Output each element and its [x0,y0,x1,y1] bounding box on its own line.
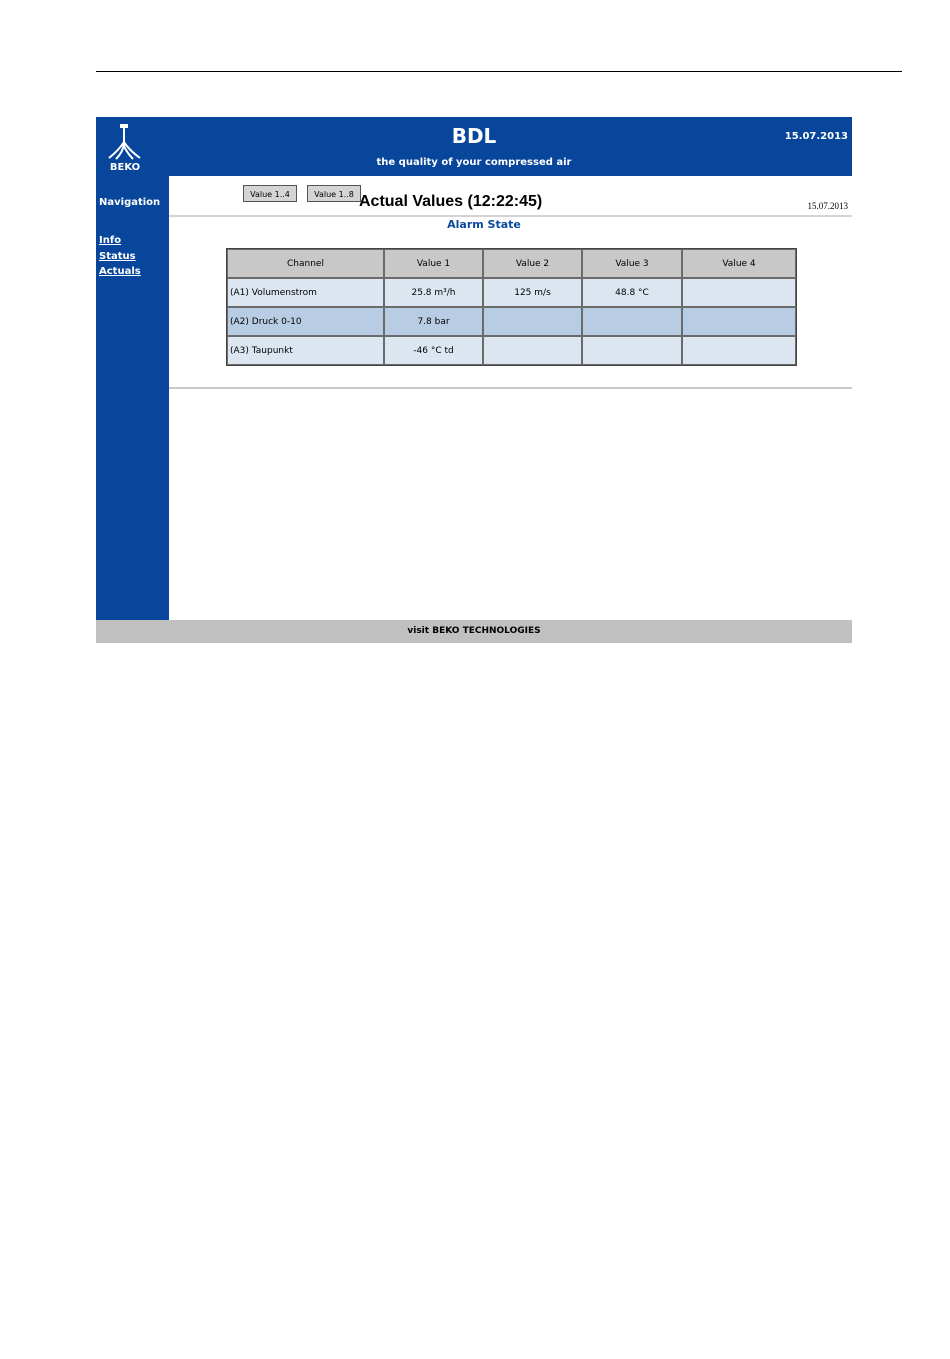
main-content [169,176,852,620]
column-header: Value 4 [682,249,796,278]
column-header: Value 1 [384,249,483,278]
value-cell [582,336,682,365]
value-cell: 48.8 °C [582,278,682,307]
alarm-state-link[interactable]: Alarm State [447,218,521,231]
value-cell: 125 m/s [483,278,582,307]
value-cell: -46 °C td [384,336,483,365]
divider [169,387,852,389]
channel-cell: (A1) Volumenstrom [227,278,384,307]
value-cell [483,336,582,365]
value-cell [582,307,682,336]
footer-link[interactable]: visit BEKO TECHNOLOGIES [96,620,852,643]
value-cell [483,307,582,336]
value-cell: 25.8 m³/h [384,278,483,307]
value-cell [682,336,796,365]
tagline: the quality of your compressed air [376,157,572,168]
value-cell [682,307,796,336]
navigation-title: Navigation [99,197,161,208]
table-row [227,336,796,365]
page-top-rule [96,71,902,72]
nav-link-info[interactable]: Info [99,235,122,246]
web-interface-frame [96,117,852,643]
value-cell [682,278,796,307]
value-1-4-button[interactable]: Value 1..4 [243,185,297,202]
actual-values-table [226,248,797,366]
table-row [227,307,796,336]
table-row [227,278,796,307]
logo-text: BEKO [109,162,141,172]
table-header-row [227,249,796,278]
header-date: 15.07.2013 [784,131,848,142]
value-1-8-button[interactable]: Value 1..8 [307,185,361,202]
channel-cell: (A3) Taupunkt [227,336,384,365]
page-date: 15.07.2013 [807,201,848,211]
divider [169,215,852,217]
channel-cell: (A2) Druck 0-10 [227,307,384,336]
page-title: Actual Values (12:22:45) [359,193,543,210]
sidebar [96,176,169,620]
column-header: Value 2 [483,249,582,278]
app-title: BDL [451,124,497,148]
header-bar [96,117,852,176]
nav-link-actuals[interactable]: Actuals [99,266,141,277]
nav-link-status[interactable]: Status [99,251,136,262]
column-header: Channel [227,249,384,278]
value-cell: 7.8 bar [384,307,483,336]
column-header: Value 3 [582,249,682,278]
